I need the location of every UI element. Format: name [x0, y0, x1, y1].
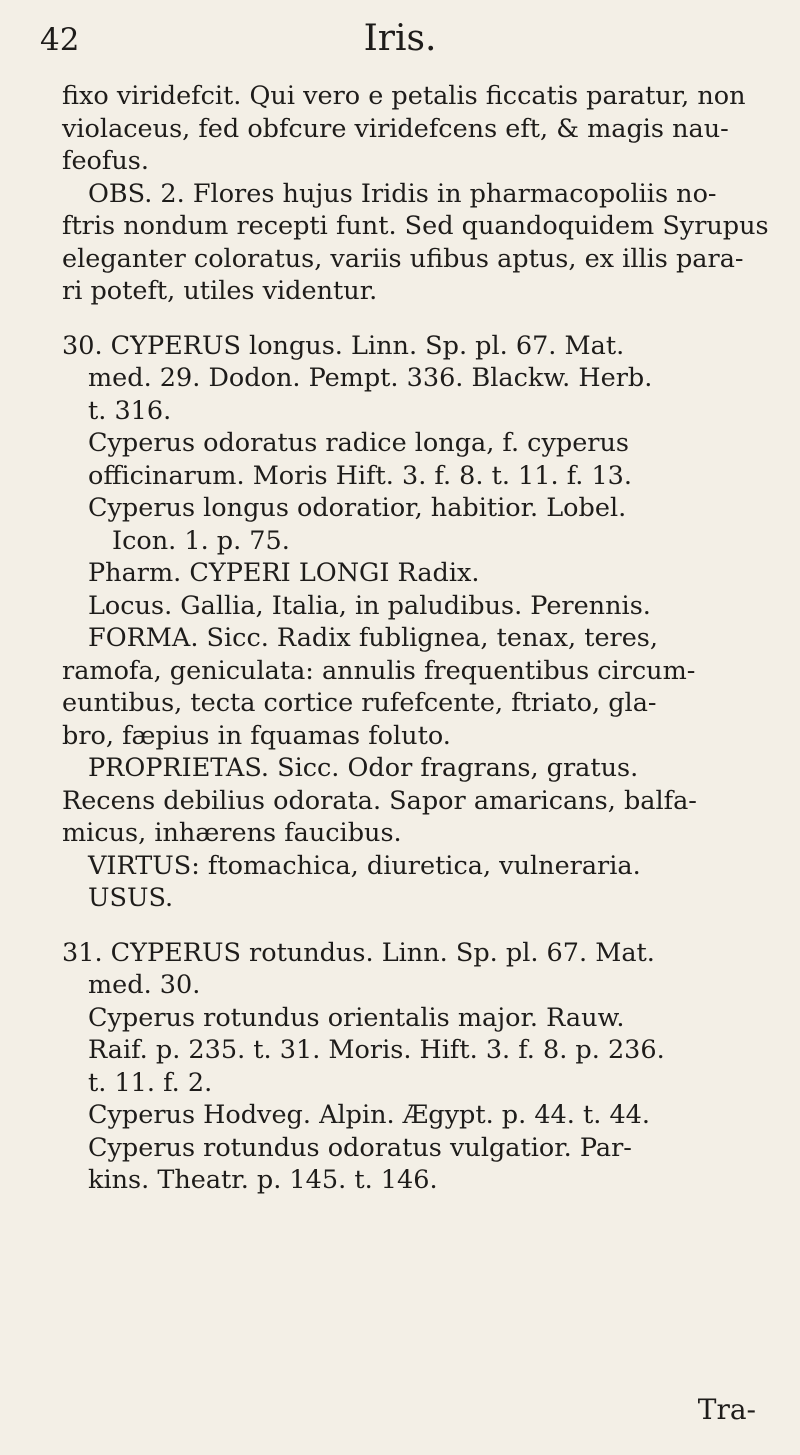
page-number: 42	[40, 22, 80, 58]
text-line: violaceus, fed obfcure viridefcens eft, & magis nau-	[62, 113, 729, 144]
text-line: 30. CYPERUS longus. Linn. Sp. pl. 67. Mat.	[62, 330, 625, 361]
text-line: USUS.	[88, 883, 174, 913]
catchword: Tra-	[697, 1393, 756, 1426]
text-line: kins. Theatr. p. 145. t. 146.	[88, 1165, 438, 1195]
text-line: eleganter coloratus, variis ufibus aptus, ex illis para-	[62, 243, 744, 274]
text-line: Pharm. CYPERI LONGI Radix.	[88, 558, 480, 588]
text-line: Cyperus rotundus orientalis major. Rauw.	[88, 1002, 625, 1033]
text-line: Cyperus Hodveg. Alpin. Ægypt. p. 44. t. 44.	[88, 1100, 651, 1130]
text-line: Icon. 1. p. 75.	[112, 525, 290, 556]
text-line: t. 316.	[88, 395, 172, 426]
text-line: Recens debilius odorata. Sapor amaricans, balfa-	[62, 785, 697, 816]
text-line: 31. CYPERUS rotundus. Linn. Sp. pl. 67. Mat.	[62, 937, 655, 968]
text-line: bro, fæpius in fquamas foluto.	[62, 720, 451, 751]
text-line: med. 29. Dodon. Pempt. 336. Blackw. Herb.	[88, 363, 653, 393]
text-line: Cyperus rotundus odoratus vulgatior. Par-	[88, 1132, 632, 1163]
text-line: OBS. 2. Flores hujus Iridis in pharmacopoliis no-	[88, 178, 717, 209]
text-line: FORMA. Sicc. Radix fublignea, tenax, teres,	[88, 623, 659, 653]
text-line: PROPRIETAS. Sicc. Odor fragrans, gratus.	[88, 753, 639, 783]
entry-gap	[62, 308, 778, 330]
text-line: Cyperus odoratus radice longa, f. cyperus	[88, 428, 629, 458]
text-line: Cyperus longus odoratior, habitior. Lobel.	[88, 493, 627, 523]
text-line: fixo viridefcit. Qui vero e petalis ficcatis paratur, non	[62, 81, 746, 111]
entry-gap	[62, 915, 778, 937]
text-line: officinarum. Moris Hift. 3. f. 8. t. 11. f. 13.	[88, 460, 633, 491]
page-header	[40, 14, 760, 64]
text-body	[62, 80, 778, 1197]
text-line: micus, inhærens faucibus.	[62, 818, 402, 848]
text-line: euntibus, tecta cortice rufefcente, ftriato, gla-	[62, 688, 657, 718]
running-title: Iris.	[363, 18, 437, 59]
text-line: Raif. p. 235. t. 31. Moris. Hift. 3. f. 8. p. 236.	[88, 1035, 665, 1065]
text-line: med. 30.	[88, 970, 201, 1000]
text-line: VIRTUS: ftomachica, diuretica, vulneraria.	[88, 850, 641, 881]
text-line: feofus.	[62, 146, 149, 176]
text-line: ramofa, geniculata: annulis frequentibus circum-	[62, 655, 696, 686]
text-line: ri poteft, utiles videntur.	[62, 276, 378, 306]
text-line: Locus. Gallia, Italia, in paludibus. Perennis.	[88, 590, 651, 621]
text-line: t. 11. f. 2.	[88, 1067, 213, 1098]
text-line: ftris nondum recepti funt. Sed quandoquidem Syrupus	[62, 211, 769, 241]
